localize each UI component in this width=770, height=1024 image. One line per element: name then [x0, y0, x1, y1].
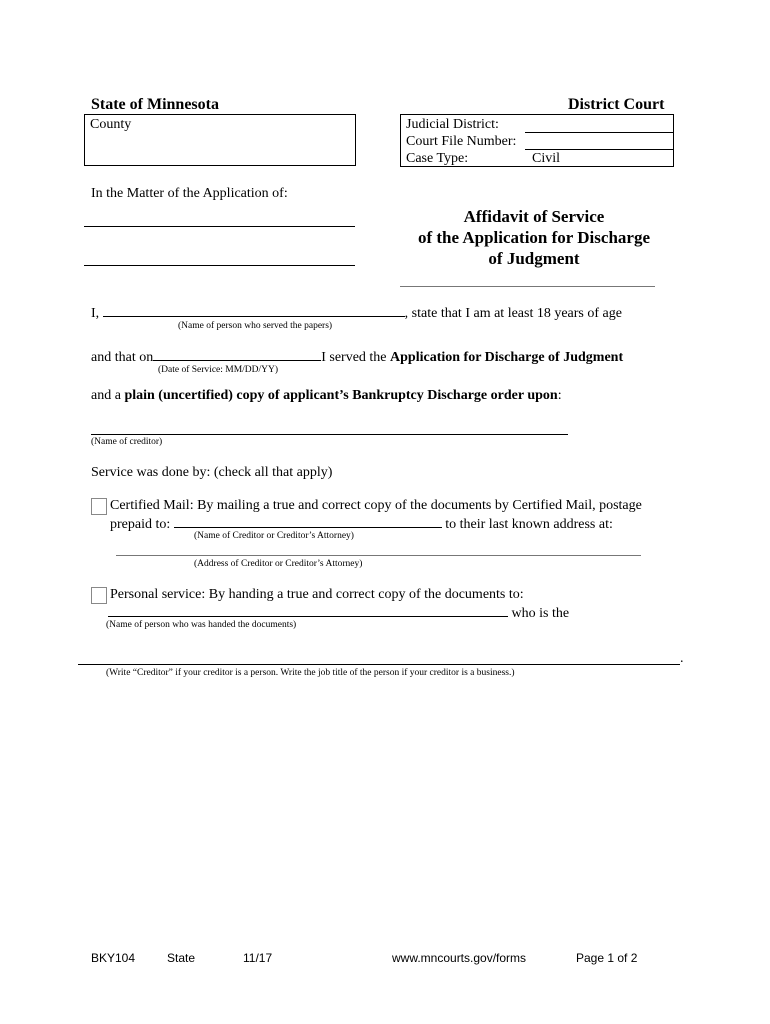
- server-name-hint: (Name of person who served the papers): [178, 321, 333, 331]
- certified-recipient-hint: (Name of Creditor or Creditor’s Attorney): [194, 531, 354, 541]
- footer-form-code: BKY104: [91, 951, 136, 965]
- personal-service-line-1: Personal service: By handing a true and correct copy of the documents to:: [110, 587, 524, 602]
- prepaid-to: prepaid to:: [110, 517, 171, 532]
- matter-label: In the Matter of the Application of:: [91, 186, 288, 201]
- i-prefix: I,: [91, 306, 100, 321]
- creditor-name-hint: (Name of creditor): [91, 437, 163, 447]
- footer-url[interactable]: www.mncourts.gov/forms: [392, 951, 527, 965]
- form-title-line-2: of the Application for Discharge: [417, 228, 650, 247]
- last-known-address: to their last known address at:: [445, 517, 613, 532]
- county-box[interactable]: [84, 114, 356, 166]
- court-heading: District Court: [568, 96, 665, 113]
- certified-mail-line-2: [110, 515, 613, 533]
- applicant-name-field-2[interactable]: [84, 265, 355, 266]
- copy-colon: :: [557, 388, 562, 403]
- copy-statement: [91, 388, 562, 404]
- county-label: County: [90, 117, 132, 132]
- and-that-on: and that on: [91, 350, 154, 365]
- case-type-value: Civil: [532, 151, 561, 166]
- case-type-label: Case Type:: [406, 151, 469, 166]
- role-period: .: [680, 651, 684, 666]
- applicant-name-field-1[interactable]: [84, 226, 355, 227]
- form-title-line-1: Affidavit of Service: [463, 207, 605, 226]
- state-heading: State of Minnesota: [91, 96, 219, 113]
- certified-mail-line-1: Certified Mail: By mailing a true and correct copy of the documents by Certified Mail, postage: [110, 498, 642, 513]
- served-document: Application for Discharge of Judgment: [390, 350, 624, 365]
- case-info-box: [400, 114, 674, 167]
- age-text: , state that I am at least 18 years of age: [404, 306, 622, 321]
- service-date-statement: [91, 348, 623, 366]
- certified-address-field[interactable]: [116, 555, 641, 556]
- court-file-number-field[interactable]: [525, 149, 673, 150]
- service-heading: Service was done by: (check all that apply): [91, 465, 333, 480]
- personal-service-checkbox[interactable]: [91, 587, 107, 604]
- footer-revision: 11/17: [243, 951, 273, 965]
- footer-page-number: Page 1 of 2: [576, 951, 638, 965]
- court-file-number-label: Court File Number:: [406, 134, 517, 149]
- judicial-district-field[interactable]: [525, 132, 673, 133]
- footer-jurisdiction: State: [167, 951, 196, 965]
- copy-text: plain (uncertified) copy of applicant’s Bankruptcy Discharge order upon: [124, 388, 558, 403]
- server-name-field[interactable]: [103, 304, 405, 317]
- judicial-district-label: Judicial District:: [406, 117, 499, 132]
- title-divider: [400, 286, 655, 287]
- handed-person-hint: (Name of person who was handed the documents): [106, 620, 297, 630]
- recipient-role-hint: (Write “Creditor” if your creditor is a person. Write the job title of the person if your creditor is a business.): [106, 668, 515, 678]
- service-date-field[interactable]: [153, 348, 321, 361]
- handed-person-field[interactable]: [108, 604, 508, 617]
- and-a: and a: [91, 388, 125, 403]
- who-is-the: who is the: [511, 606, 570, 621]
- affiant-statement: [91, 304, 622, 322]
- certified-recipient-field[interactable]: [174, 515, 442, 528]
- service-date-hint: (Date of Service: MM/DD/YY): [158, 365, 279, 375]
- certified-address-hint: (Address of Creditor or Creditor’s Attorney): [194, 559, 363, 569]
- form-title-line-3: of Judgment: [488, 249, 580, 268]
- recipient-role-field[interactable]: [78, 664, 680, 665]
- served-the: I served the: [321, 350, 391, 365]
- creditor-name-field[interactable]: [91, 434, 568, 435]
- certified-mail-checkbox[interactable]: [91, 498, 107, 515]
